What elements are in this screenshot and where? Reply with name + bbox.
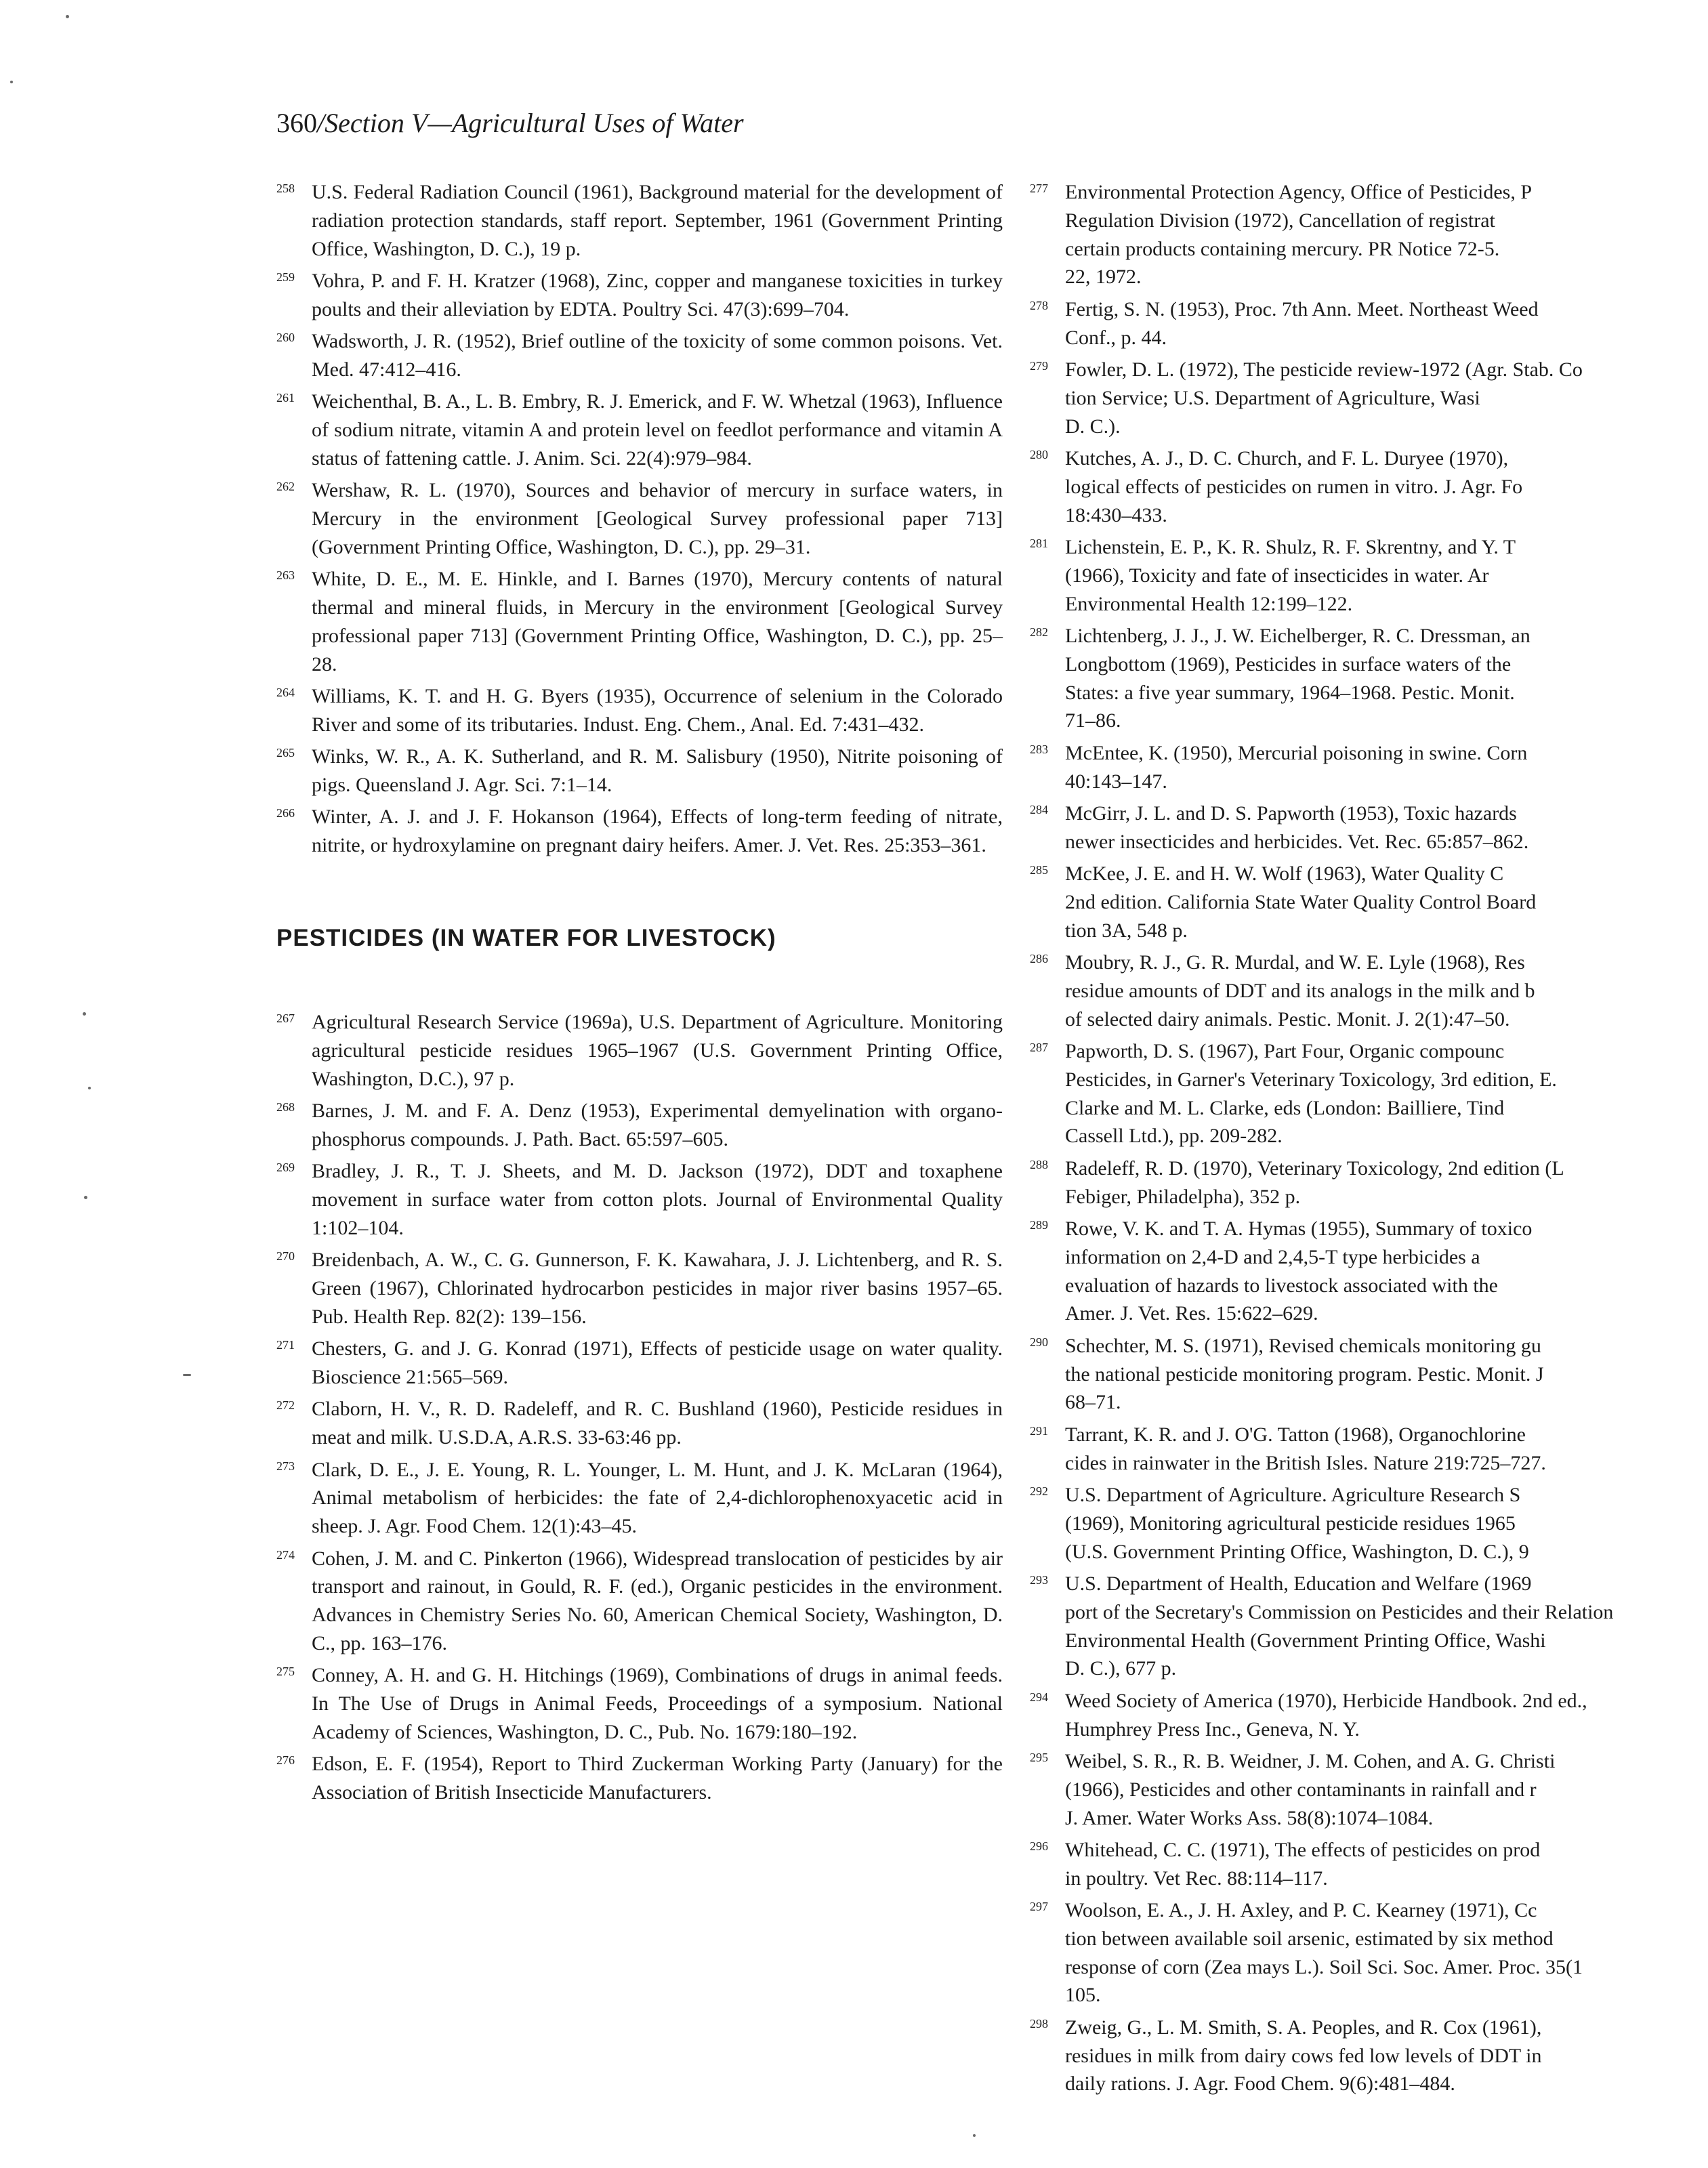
reference-entry [1030,1151,1708,1211]
reference-entry [276,1243,1003,1331]
reference-entry [276,799,1003,860]
reference-entry [1030,175,1708,291]
reference-line: residues in milk from dairy cows fed low levels of DDT in [1065,2044,1542,2067]
reference-number: 259 [276,270,295,284]
reference-number: 281 [1030,536,1048,550]
reference-list-right [1030,175,1708,2098]
reference-entry [1030,2010,1708,2098]
scan-speck [973,2134,976,2137]
reference-number: 278 [1030,298,1048,312]
reference-line: residue amounts of DDT and its analogs in the milk and b [1065,979,1535,1002]
reference-line: D. C.), 677 p. [1065,1657,1177,1680]
reference-number: 284 [1030,802,1048,816]
reference-line: logical effects of pesticides on rumen in vitro. J. Agr. Fo [1065,475,1523,498]
reference-line: Whitehead, C. C. (1971), The effects of pesticides on prod [1065,1838,1541,1861]
reference-line: Papworth, D. S. (1967), Part Four, Organic compounc [1065,1040,1505,1063]
reference-entry [1030,1417,1708,1478]
reference-entry [276,264,1003,324]
reference-line: (1969), Monitoring agricultural pesticide residues 1965 [1065,1512,1516,1535]
reference-entry [276,1093,1003,1154]
reference-line: 22, 1972. [1065,266,1142,289]
reference-line: 71–86. [1065,709,1121,732]
reference-line: Schechter, M. S. (1971), Revised chemicals monitoring gu [1065,1334,1541,1357]
reference-text: Edson, E. F. (1954), Report to Third Zuckerman Working Party (January) for the Association of British Insecticide Manufacturers. [312,1753,1003,1804]
reference-number: 267 [276,1012,295,1026]
reference-entry [1030,352,1708,440]
scan-speck [83,1012,86,1016]
reference-number: 277 [1030,182,1048,195]
reference-line: information on 2,4-D and 2,4,5-T type herbicides a [1065,1245,1480,1268]
reference-number: 266 [276,806,295,820]
reference-entry [276,562,1003,678]
reference-text: Breidenbach, A. W., C. G. Gunnerson, F. K. Kawahara, J. J. Lichtenberg, and R. S. Green (1967), Chlorinated hydrocarbon pesticides in major river basins 1957–65. Pub. Health Rep. 82(2): 139–156. [312,1249,1003,1328]
reference-entry [1030,292,1708,352]
reference-text: U.S. Federal Radiation Council (1961), Background material for the development of radiation protection standards, staff report. September, 1961 (Government Printing Office, Washington, D. C.), 19 p. [312,181,1003,260]
reference-line: Conf., p. 44. [1065,326,1167,349]
reference-entry [1030,796,1708,856]
reference-entry [1030,619,1708,735]
reference-number: 285 [1030,863,1048,877]
reference-text: Wadsworth, J. R. (1952), Brief outline of the toxicity of some common poisons. Vet. Med. 47:412–416. [312,330,1003,381]
reference-number: 274 [276,1547,295,1562]
page-header [276,107,744,139]
reference-line: 2nd edition. California State Water Quality Control Board [1065,890,1537,913]
reference-line: Rowe, V. K. and T. A. Hymas (1955), Summary of toxico [1065,1217,1533,1241]
reference-number: 289 [1030,1218,1048,1232]
reference-number: 268 [276,1100,295,1114]
reference-entry [276,1331,1003,1392]
reference-line: J. Amer. Water Works Ass. 58(8):1074–1084. [1065,1806,1434,1829]
reference-line: tion Service; U.S. Department of Agriculture, Wasi [1065,386,1480,409]
reference-text: Barnes, J. M. and F. A. Denz (1953), Experimental demyelination with organo-phosphorus compounds. J. Path. Bact. 65:597–605. [312,1100,1003,1150]
reference-text: Bradley, J. R., T. J. Sheets, and M. D. Jackson (1972), DDT and toxaphene movement in surface water from cotton plots. Journal of Environmental Quality 1:102–104. [312,1160,1003,1239]
reference-entry [1030,530,1708,618]
reference-entry [1030,1566,1708,1683]
reference-text: White, D. E., M. E. Hinkle, and I. Barnes (1970), Mercury contents of natural thermal and mineral fluids, in Mercury in the environment [Geological Survey professional paper 713] (Government Printing Office, Washington, D. C.), pp. 25–28. [312,568,1003,675]
reference-number: 293 [1030,1572,1048,1587]
reference-entry [276,1658,1003,1746]
reference-number: 270 [276,1249,295,1264]
reference-list-top [276,175,1003,860]
reference-line: the national pesticide monitoring program. Pestic. Monit. J [1065,1362,1544,1385]
reference-number: 275 [276,1665,295,1679]
reference-text: Wershaw, R. L. (1970), Sources and behavior of mercury in surface waters, in Mercury in the environment [Geological Survey professional paper 713] (Government Printing Office, Washington, D. C.), pp. 29–31. [312,479,1003,558]
reference-entry [1030,1684,1708,1744]
reference-text: Cohen, J. M. and C. Pinkerton (1966), Widespread translocation of pesticides by air transport and rainout, in Gould, R. F. (ed.), Organic pesticides in the environment. Advances in Chemistry Series No. 60, American Chemical Society, Washington, D. C., pp. 163–176. [312,1547,1003,1654]
reference-line: Environmental Protection Agency, Office of Pesticides, P [1065,181,1533,203]
reference-line: U.S. Department of Health, Education and Welfare (1969 [1065,1572,1532,1595]
scan-speck [10,81,13,83]
scan-speck [88,1087,91,1089]
reference-line: in poultry. Vet Rec. 88:114–117. [1065,1867,1328,1890]
reference-line: McKee, J. E. and H. W. Wolf (1963), Water Quality C [1065,862,1504,885]
reference-number: 272 [276,1398,295,1413]
reference-line: (1966), Pesticides and other contaminants in rainfall and r [1065,1778,1537,1801]
reference-number: 290 [1030,1335,1048,1349]
reference-number: 263 [276,568,295,583]
reference-entry [1030,1833,1708,1893]
reference-line: response of corn (Zea mays L.). Soil Sci. Soc. Amer. Proc. 35(1 [1065,1955,1583,1978]
reference-number: 296 [1030,1839,1048,1853]
reference-line: (1966), Toxicity and fate of insecticides in water. Ar [1065,564,1489,587]
reference-text: Clark, D. E., J. E. Young, R. L. Younger, L. M. Hunt, and J. K. McLaran (1964), Animal metabolism of herbicides: the fate of 2,4-dichlorophenoxyacetic acid in sheep. J. Agr. Food Chem. 12(1):43–45. [312,1458,1003,1538]
reference-number: 269 [276,1161,295,1175]
reference-text: Winter, A. J. and J. F. Hokanson (1964), Effects of long-term feeding of nitrate, nitrite, or hydroxylamine on pregnant dairy heifers. Amer. J. Vet. Res. 25:353–361. [312,806,1003,857]
reference-number: 282 [1030,625,1048,639]
reference-line: Kutches, A. J., D. C. Church, and F. L. Duryee (1970), [1065,446,1509,470]
reference-number: 288 [1030,1157,1048,1171]
reference-number: 280 [1030,447,1048,461]
reference-entry [276,473,1003,561]
reference-entry [1030,1893,1708,2009]
reference-number: 260 [276,331,295,345]
reference-entry [276,175,1003,263]
reference-entry [276,324,1003,384]
reference-line: daily rations. J. Agr. Food Chem. 9(6):481–484. [1065,2072,1455,2096]
page-number: 360 [276,108,317,138]
reference-text: Weichenthal, B. A., L. B. Embry, R. J. Emerick, and F. W. Whetzal (1963), Influence of sodium nitrate, vitamin A and protein level on feedlot performance and vitamin A status of fattening cattle. J. Anim. Sci. 22(4):979–984. [312,390,1003,470]
reference-number: 271 [276,1338,295,1352]
reference-line: Pesticides, in Garner's Veterinary Toxicology, 3rd edition, E. [1065,1068,1557,1091]
reference-entry [1030,1744,1708,1832]
reference-line: of selected dairy animals. Pestic. Monit. J. 2(1):47–50. [1065,1007,1510,1030]
reference-line: Tarrant, K. R. and J. O'G. Tatton (1968), Organochlorine [1065,1423,1526,1446]
reference-text: Agricultural Research Service (1969a), U.S. Department of Agriculture. Monitoring agricultural pesticide residues 1965–1967 (U.S. Government Printing Office, Washington, D.C.), 97 p. [312,1011,1003,1090]
reference-line: Weed Society of America (1970), Herbicide Handbook. 2nd ed., [1065,1689,1587,1712]
reference-line: Lichenstein, E. P., K. R. Shulz, R. F. Skrentny, and Y. T [1065,535,1516,558]
reference-entry [276,1453,1003,1541]
reference-text: Williams, K. T. and H. G. Byers (1935), Occurrence of selenium in the Colorado River and some of its tributaries. Indust. Eng. Chem., Anal. Ed. 7:431–432. [312,685,1003,736]
reference-entry [1030,856,1708,944]
reference-line: Fertig, S. N. (1953), Proc. 7th Ann. Meet. Northeast Weed [1065,297,1539,320]
reference-number: 286 [1030,952,1048,966]
reference-entry [276,1541,1003,1658]
reference-text: Chesters, G. and J. G. Konrad (1971), Effects of pesticide usage on water quality. Bioscience 21:565–569. [312,1337,1003,1389]
reference-entry [1030,1329,1708,1417]
reference-line: (U.S. Government Printing Office, Washington, D. C.), 9 [1065,1540,1529,1563]
section-heading: PESTICIDES (IN WATER FOR LIVESTOCK) [276,925,776,952]
reference-number: 297 [1030,1900,1048,1914]
reference-entry [276,1747,1003,1807]
reference-line: Fowler, D. L. (1972), The pesticide review-1972 (Agr. Stab. Co [1065,358,1583,381]
reference-line: Cassell Ltd.), pp. 209-282. [1065,1125,1283,1148]
reference-text: Claborn, H. V., R. D. Radeleff, and R. C. Bushland (1960), Pesticide residues in meat and milk. U.S.D.A, A.R.S. 33-63:46 pp. [312,1398,1003,1449]
reference-line: States: a five year summary, 1964–1968. Pestic. Monit. [1065,681,1515,704]
reference-line: tion 3A, 548 p. [1065,919,1188,942]
reference-list-bottom [276,1005,1003,1807]
reference-line: evaluation of hazards to livestock associated with the [1065,1274,1498,1297]
reference-line: certain products containing mercury. PR Notice 72-5. [1065,237,1500,260]
reference-line: cides in rainwater in the British Isles. Nature 219:725–727. [1065,1451,1546,1474]
reference-line: Woolson, E. A., J. H. Axley, and P. C. Kearney (1971), Cc [1065,1899,1537,1922]
reference-line: tion between available soil arsenic, estimated by six method [1065,1927,1554,1950]
reference-entry [1030,736,1708,796]
reference-line: 105. [1065,1984,1101,2007]
reference-text: Conney, A. H. and G. H. Hitchings (1969), Combinations of drugs in animal feeds. In The Use of Drugs in Animal Feeds, Proceedings of a symposium. National Academy of Sciences, Washington, D. C., Pub. No. 1679:180–192. [312,1664,1003,1743]
scan-speck [84,1196,87,1199]
reference-number: 276 [276,1753,295,1768]
reference-entry [1030,945,1708,1033]
reference-line: 68–71. [1065,1391,1121,1414]
reference-entry [276,739,1003,799]
reference-line: U.S. Department of Agriculture. Agriculture Research S [1065,1483,1521,1506]
reference-entry [1030,1034,1708,1150]
reference-line: McEntee, K. (1950), Mercurial poisoning in swine. Corn [1065,741,1528,764]
reference-line: Lichtenberg, J. J., J. W. Eichelberger, R. C. Dressman, an [1065,624,1530,647]
reference-entry [276,679,1003,739]
reference-line: Environmental Health 12:199–122. [1065,592,1353,615]
reference-number: 261 [276,391,295,405]
reference-entry [276,1392,1003,1452]
reference-entry [276,384,1003,472]
reference-line: 18:430–433. [1065,503,1167,526]
reference-number: 287 [1030,1041,1048,1055]
reference-line: newer insecticides and herbicides. Vet. Rec. 65:857–862. [1065,830,1529,853]
reference-number: 298 [1030,2016,1048,2030]
reference-entry [1030,441,1708,529]
reference-number: 279 [1030,358,1048,373]
scan-speck [183,1374,191,1376]
reference-line: Zweig, G., L. M. Smith, S. A. Peoples, and R. Cox (1961), [1065,2016,1542,2039]
reference-number: 295 [1030,1750,1048,1764]
reference-line: McGirr, J. L. and D. S. Papworth (1953), Toxic hazards [1065,801,1517,825]
reference-line: Longbottom (1969), Pesticides in surface waters of the [1065,652,1512,675]
reference-line: D. C.). [1065,415,1121,438]
reference-number: 292 [1030,1484,1048,1498]
scan-speck [66,15,69,18]
reference-line: Environmental Health (Government Printing Office, Washi [1065,1629,1546,1652]
reference-number: 258 [276,182,295,195]
reference-entry [276,1005,1003,1093]
reference-line: 40:143–147. [1065,770,1167,793]
reference-entry [1030,1211,1708,1328]
reference-number: 264 [276,686,295,700]
left-column [276,175,1003,1808]
right-column [1030,175,1708,2099]
reference-entry [1030,1478,1708,1566]
reference-line: Radeleff, R. D. (1970), Veterinary Toxicology, 2nd edition (L [1065,1156,1564,1180]
reference-line: Regulation Division (1972), Cancellation of registrat [1065,209,1495,232]
reference-line: Amer. J. Vet. Res. 15:622–629. [1065,1302,1318,1325]
reference-number: 294 [1030,1690,1048,1704]
reference-number: 283 [1030,742,1048,756]
reference-number: 265 [276,746,295,760]
reference-line: Clarke and M. L. Clarke, eds (London: Bailliere, Tind [1065,1096,1505,1119]
reference-line: port of the Secretary's Commission on Pesticides and their Relation [1065,1600,1614,1623]
reference-line: Weibel, S. R., R. B. Weidner, J. M. Cohen, and A. G. Christi [1065,1749,1556,1772]
reference-text: Vohra, P. and F. H. Kratzer (1968), Zinc, copper and manganese toxicities in turkey poults and their alleviation by EDTA. Poultry Sci. 47(3):699–704. [312,269,1003,320]
reference-line: Humphrey Press Inc., Geneva, N. Y. [1065,1717,1360,1740]
reference-line: Febiger, Philadelpha), 352 p. [1065,1185,1301,1208]
reference-number: 273 [276,1459,295,1473]
reference-entry [276,1154,1003,1242]
running-title: /Section V—Agricultural Uses of Water [317,108,744,138]
reference-number: 291 [1030,1423,1048,1438]
reference-line: Moubry, R. J., G. R. Murdal, and W. E. Lyle (1968), Res [1065,951,1525,974]
reference-number: 262 [276,480,295,494]
reference-text: Winks, W. R., A. K. Sutherland, and R. M. Salisbury (1950), Nitrite poisoning of pigs. Queensland J. Agr. Sci. 7:1–14. [312,745,1003,797]
